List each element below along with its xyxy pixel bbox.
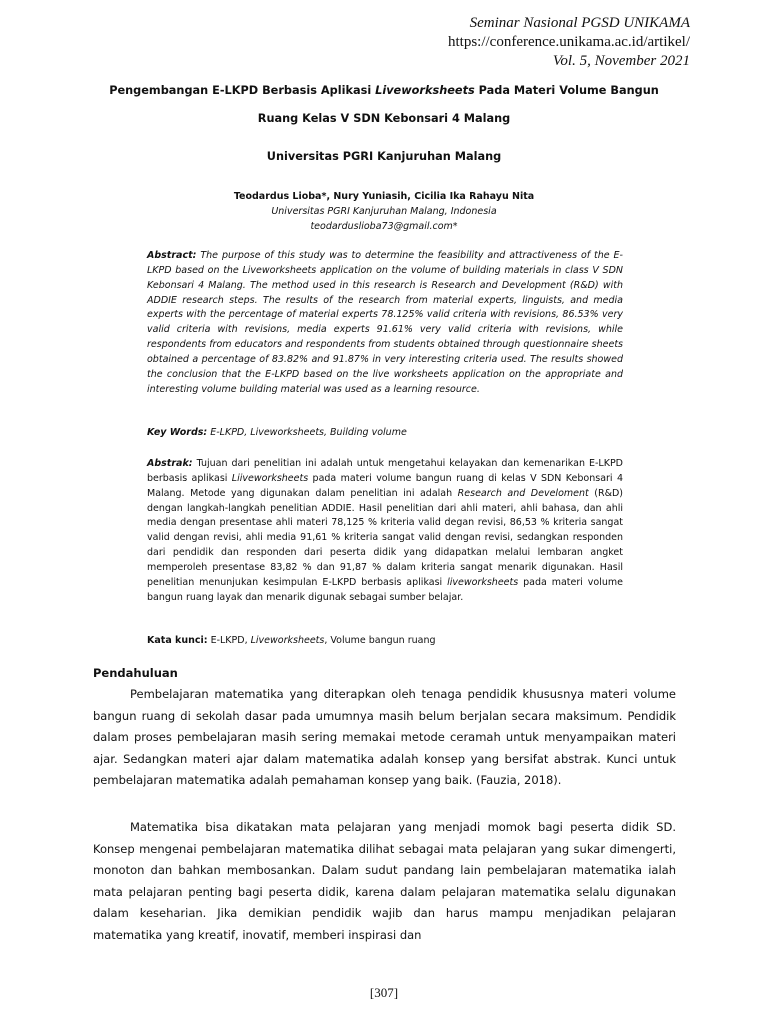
title-text: Pengembangan E-LKPD Berbasis Aplikasi — [109, 84, 376, 97]
author-affiliation: Universitas PGRI Kanjuruhan Malang, Indonesia — [271, 206, 497, 217]
body-paragraph: Pembelajaran matematika yang diterapkan oleh tenaga pendidik khususnya materi volume bangun ruang di sekolah dasar pada umumnya masih belum berjalan secara maksimum. Pendidik dalam proses pembelajaran masih sering memakai metode ceramah untuk menyampaikan materi ajar. Sedangkan materi ajar dalam matematika adalah konsep yang bersifat abstrak. Kunci untuk pembelajaran matematika adalah pemahaman konsep yang baik. (Fauzia, 2018). — [93, 687, 676, 788]
paper-title-line-1 — [60, 84, 708, 97]
section-heading: Pendahuluan — [93, 666, 178, 680]
keywords-indonesian — [147, 634, 623, 648]
text-segment: (R&D) dengan langkah-langkah penelitian ADDIE. Hasil penelitian dari ahli materi, ahli bahasa, dan ahli media dengan presentase ahli materi 78,125 % kriteria valid degan revisi, 86,53 % kriteria sangat valid dengan revisi, ahli media 91,61 % kriteria sangat valid dengan revisi, sedangkan responden dari pendidik dan responden dari peserta didik yang didapatkan melalui lembaran angket memperoleh presentase 83,82 % dan 91,87 % dalam kriteria sangat menarik digunakan. Hasil penelitian menunjukan kesimpulan E-LKPD berbasis aplikasi — [147, 487, 623, 588]
kata-kunci-label: Kata kunci: — [147, 635, 208, 646]
abstract-label: Abstract: — [147, 250, 197, 261]
keywords-english — [147, 426, 623, 440]
page-number: [307] — [369, 985, 399, 1000]
italic-text-segment: Liveworksheets — [250, 635, 325, 646]
running-header — [448, 14, 690, 71]
keywords-label: Key Words: — [147, 427, 208, 438]
text-segment: , Volume bangun ruang — [324, 635, 436, 646]
text-segment: pada materi volume bangun ruang layak dan menarik digunak sebagai sumber belajar. — [147, 576, 623, 603]
italic-text-segment: liveworksheets — [447, 576, 519, 588]
text-segment: Tujuan dari penelitian ini adalah untuk mengetahui kelayakan dan kemenarikan E-LKPD berbasis aplikasi — [147, 458, 623, 484]
abstract-text: The purpose of this study was to determine the feasibility and attractiveness of the E-LKPD based on the Liveworksheets application on the volume of building materials in class V SDN Kebonsari 4 Malang. The method used in this research is Research and Development (R&D) with ADDIE research steps. The results of the research from material experts, linguists, and media experts with the percentage of material experts 78.125% valid criteria with revisions, 86.53% very valid criteria with revisions, media experts 91.61% very valid criteria with revisions, while respondents from educators and respondents from students obtained through questionnaire sheets obtained a percentage of 83.82% and 91.87% in very interesting criteria used. The results showed the conclusion that the E-LKPD based on the live worksheets application on the appropriate and interesting volume building material was used as a learning resource. — [147, 250, 623, 395]
institution-title: Universitas PGRI Kanjuruhan Malang — [266, 150, 502, 163]
kata-kunci-text — [208, 635, 436, 646]
text-segment: E-LKPD, — [207, 635, 251, 646]
paper-title-line-2: Ruang Kelas V SDN Kebonsari 4 Malang — [257, 112, 511, 125]
conference-url: https://conference.unikama.ac.id/artikel/ — [448, 34, 690, 50]
text-segment: pada materi volume bangun ruang di kelas V SDN Kebonsari 4 Malang. Metode yang digunakan dalam penelitian ini adalah — [147, 472, 623, 499]
volume-info: Vol. 5, November 2021 — [552, 53, 690, 69]
abstract-english — [147, 249, 623, 397]
italic-text-segment: Liiveworksheets — [231, 472, 309, 484]
title-italic-text: Liveworksheets — [375, 84, 475, 97]
seminar-name: Seminar Nasional PGSD UNIKAMA — [469, 15, 690, 31]
abstrak-label: Abstrak: — [147, 458, 193, 469]
italic-text-segment: Research and Develoment — [457, 487, 589, 499]
abstract-indonesian — [147, 457, 623, 605]
author-email: teodarduslioba73@gmail.com* — [310, 221, 458, 232]
abstrak-text — [147, 458, 623, 603]
author-names: Teodardus Lioba*, Nury Yuniasih, Cicilia Ika Rahayu Nita — [233, 191, 535, 202]
title-text: Pada Materi Volume Bangun — [474, 84, 659, 97]
keywords-text: E-LKPD, Liveworksheets, Building volume — [207, 427, 407, 438]
author-block — [0, 189, 768, 234]
body-paragraph: Matematika bisa dikatakan mata pelajaran yang menjadi momok bagi peserta didik SD. Konsep mengenai pembelajaran matematika dilihat sebagai mata pelajaran yang sukar dimengerti, monoton dan bahkan membosankan. Dalam sudut pandang lain pembelajaran matematika ialah mata pelajaran penting bagi peserta didik, karena dalam pelajaran matematika selalu digunakan dalam keseharian. Jika demikian pendidik wajib dan harus mampu menjadikan pelajaran matematika yang kreatif, inovatif, memberi inspirasi dan — [93, 820, 676, 942]
